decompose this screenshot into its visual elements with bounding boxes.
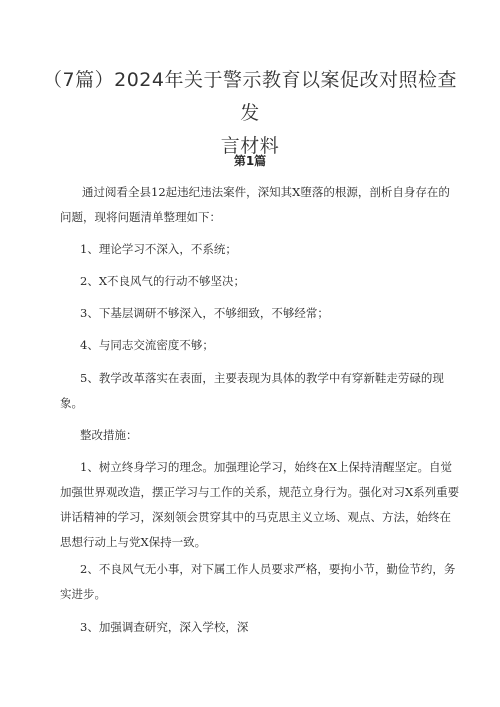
measure-item-1: 1、树立终身学习的理念。加强理论学习，始终在X上保持清醒坚定。自觉加强世界观改造，摆正学习与工作的关系，规范立身行为。强化对习X系列重要讲话精神的学习，深刻领会贯穿其中的马克思主义立场、观点、方法，始终在思想行动上与党X保持一致。: [60, 460, 460, 549]
problem-item-2: 2、X不良风气的行动不够坚决；: [80, 274, 246, 288]
problem-item-1: 1、理论学习不深入，不系统；: [80, 242, 237, 256]
section-heading: 第1篇: [233, 154, 267, 168]
document-title: [40, 64, 460, 163]
measure-item-3: 3、加强调查研究，深入学校，深: [80, 620, 249, 634]
title-line-2: 言材料: [220, 135, 280, 157]
measure-item-2: 2、不良风气无小事，对下属工作人员要求严格，要拘小节，勤俭节约，务实进步。: [60, 562, 456, 601]
problem-item-5: 5、教学改革落实在表面，主要表现为具体的教学中有穿新鞋走劳碌的现象。: [60, 371, 444, 410]
intro-paragraph: 通过阅看全县12起违纪违法案件，深知其X堕落的根源，剖析自身存在的问题，现将问题清单整理如下：: [60, 185, 450, 224]
problem-item-4: 4、与同志交流密度不够；: [80, 338, 214, 352]
problem-item-3: 3、下基层调研不够深入，不够细致，不够经常；: [80, 306, 329, 320]
measures-heading: 整改措施：: [80, 428, 138, 442]
title-line-1: （7篇）2024年关于警示教育以案促改对照检查发: [43, 69, 457, 124]
